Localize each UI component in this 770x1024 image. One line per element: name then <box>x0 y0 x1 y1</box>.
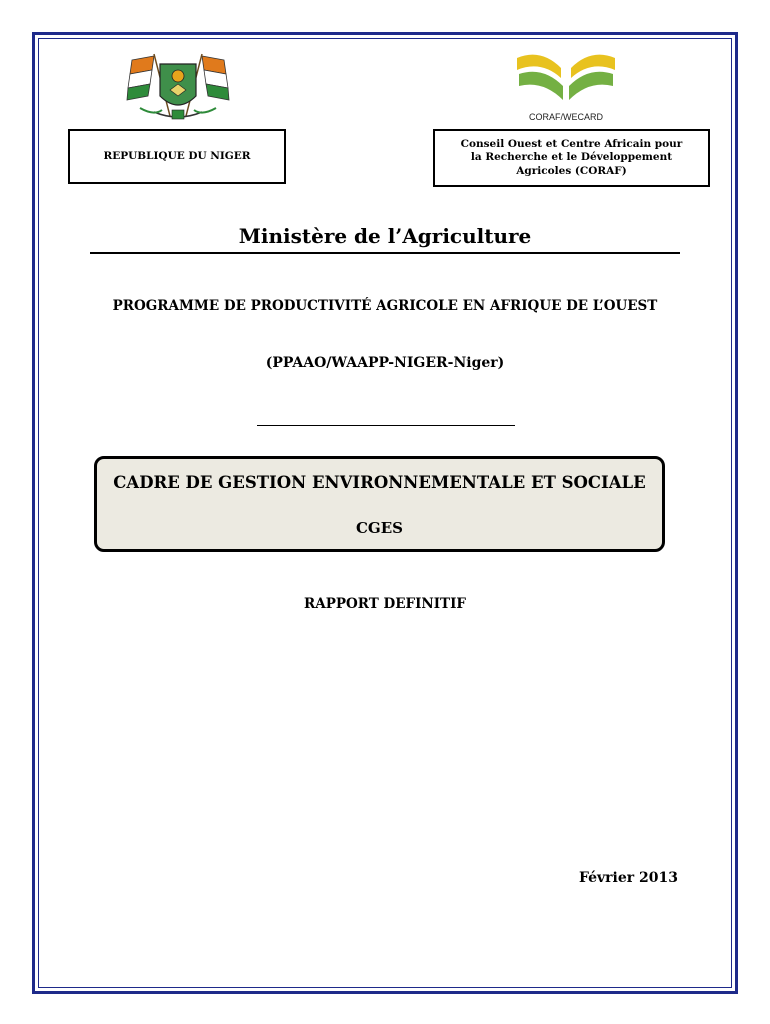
report-date: Février 2013 <box>578 870 678 886</box>
coraf-name-line-1: Conseil Ouest et Centre Africain pour <box>460 137 683 150</box>
country-label: REPUBLIQUE DU NIGER <box>103 149 251 162</box>
country-box <box>68 129 286 184</box>
coraf-logo <box>507 44 625 124</box>
coraf-name-line-2: la Recherche et le Développement <box>470 151 673 164</box>
niger-coat-of-arms-icon <box>118 50 238 126</box>
coraf-name-line-3: Agricoles (CORAF) <box>516 164 627 177</box>
coraf-box <box>433 129 710 187</box>
programme-title: PROGRAMME DE PRODUCTIVITÉ AGRICOLE EN AFRIQUE DE L’OUEST <box>112 298 658 314</box>
separator-line <box>257 425 515 426</box>
document-title: CADRE DE GESTION ENVIRONNEMENTALE ET SOCIALE <box>113 473 646 492</box>
coraf-logo-caption: CORAF/WECARD <box>529 112 603 122</box>
document-title-box <box>94 456 665 552</box>
document-acronym: CGES <box>355 519 403 537</box>
coraf-logo-icon <box>507 44 625 110</box>
report-type: RAPPORT DEFINITIF <box>304 596 466 612</box>
ministry-heading: Ministère de l’Agriculture <box>90 224 680 254</box>
programme-acronym: (PPAAO/WAAPP-NIGER-Niger) <box>265 355 505 371</box>
